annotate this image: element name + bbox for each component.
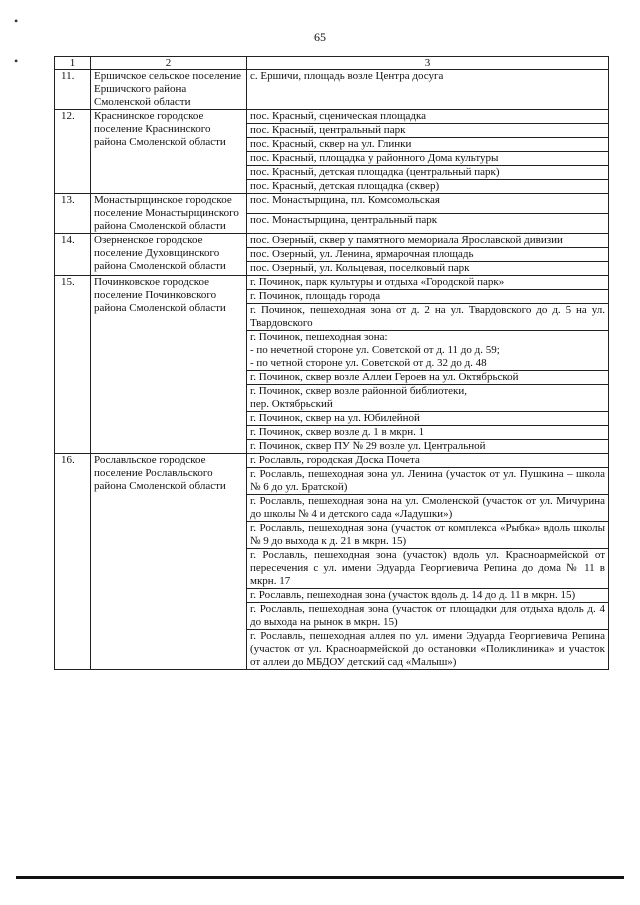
table-row <box>55 70 609 110</box>
settlement-name: Починковское городское поселение Починковского района Смоленской области <box>91 276 247 454</box>
place-description: пос. Красный, сценическая площадка <box>247 110 609 124</box>
row-number: 11. <box>55 70 91 110</box>
row-number: 12. <box>55 110 91 194</box>
settlement-name: Рославльское городское поселение Рославльского района Смоленской области <box>91 454 247 670</box>
table-row <box>55 276 609 290</box>
table-row <box>55 194 609 214</box>
place-description: г. Рославль, пешеходная зона (участок от площадки для отдыха вдоль д. 4 до выхода на рынок в мкрн. 15) <box>247 603 609 630</box>
place-description: пос. Красный, детская площадка (центральный парк) <box>247 166 609 180</box>
place-description: г. Починок, пешеходная зона: - по нечетной стороне ул. Советской от д. 11 до д. 59; - по четной стороне ул. Советской от д. 32 до д. 48 <box>247 331 609 371</box>
header-cell-2: 2 <box>91 57 247 70</box>
header-cell-1: 1 <box>55 57 91 70</box>
row-number: 13. <box>55 194 91 234</box>
place-description: пос. Монастырщина, центральный парк <box>247 214 609 234</box>
header-row <box>55 57 609 70</box>
place-description: г. Рославль, пешеходная зона на ул. Смоленской (участок от ул. Мичурина до школы № 4 и детского сада «Ладушки») <box>247 495 609 522</box>
place-description: пос. Красный, сквер на ул. Глинки <box>247 138 609 152</box>
row-number: 15. <box>55 276 91 454</box>
place-description: г. Починок, сквер возле д. 1 в мкрн. 1 <box>247 426 609 440</box>
row-number: 16. <box>55 454 91 670</box>
place-description: г. Рославль, пешеходная зона (участок) вдоль ул. Красноармейской от пересечения с ул. имени Эдуарда Георгиевича Репина до дома № 11 в мкрн. 17 <box>247 549 609 589</box>
place-description: с. Ершичи, площадь возле Центра досуга <box>247 70 609 110</box>
settlement-name: Краснинское городское поселение Краснинского района Смоленской области <box>91 110 247 194</box>
page-number: 65 <box>314 30 326 44</box>
place-description: г. Рославль, пешеходная зона (участок от комплекса «Рыбка» вдоль школы № 9 до выхода к д. 21 в мкрн. 15) <box>247 522 609 549</box>
bottom-rule <box>16 876 624 879</box>
place-description: г. Починок, сквер ПУ № 29 возле ул. Центральной <box>247 440 609 454</box>
place-description: пос. Монастырщина, пл. Комсомольская <box>247 194 609 214</box>
margin-dot: • <box>14 14 19 28</box>
settlement-name: Монастырщинское городское поселение Монастырщинского района Смоленской области <box>91 194 247 234</box>
places-table <box>54 56 609 670</box>
settlement-name: Ершичское сельское поселение Ершичского района Смоленской области <box>91 70 247 110</box>
table-row <box>55 234 609 248</box>
place-description: г. Рославль, пешеходная аллея по ул. имени Эдуарда Георгиевича Репина (участок от ул. Красноармейской до остановки «Поликлиника» и участок от аллеи до МБДОУ детский сад «Малыш») <box>247 630 609 670</box>
place-description: г. Починок, парк культуры и отдыха «Городской парк» <box>247 276 609 290</box>
place-description: г. Починок, пешеходная зона от д. 2 на ул. Твардовского до д. 5 на ул. Твардовского <box>247 304 609 331</box>
margin-dot: • <box>14 54 19 68</box>
row-number: 14. <box>55 234 91 276</box>
place-description: г. Рославль, городская Доска Почета <box>247 454 609 468</box>
place-description: г. Рославль, пешеходная зона (участок вдоль д. 14 до д. 11 в мкрн. 15) <box>247 589 609 603</box>
place-description: пос. Озерный, ул. Кольцевая, поселковый парк <box>247 262 609 276</box>
place-description: г. Починок, сквер возле районной библиотеки, пер. Октябрьский <box>247 385 609 412</box>
place-description: пос. Красный, детская площадка (сквер) <box>247 180 609 194</box>
place-description: г. Починок, сквер на ул. Юбилейной <box>247 412 609 426</box>
place-description: пос. Озерный, ул. Ленина, ярмарочная площадь <box>247 248 609 262</box>
table-row <box>55 454 609 468</box>
place-description: г. Починок, площадь города <box>247 290 609 304</box>
place-description: г. Починок, сквер возле Аллеи Героев на ул. Октябрьской <box>247 371 609 385</box>
place-description: пос. Красный, центральный парк <box>247 124 609 138</box>
place-description: пос. Красный, площадка у районного Дома культуры <box>247 152 609 166</box>
place-description: пос. Озерный, сквер у памятного мемориала Ярославской дивизии <box>247 234 609 248</box>
header-cell-3: 3 <box>247 57 609 70</box>
settlement-name: Озерненское городское поселение Духовщинского района Смоленской области <box>91 234 247 276</box>
place-description: г. Рославль, пешеходная зона ул. Ленина (участок от ул. Пушкина – школа № 6 до ул. Братской) <box>247 468 609 495</box>
table-row <box>55 110 609 124</box>
